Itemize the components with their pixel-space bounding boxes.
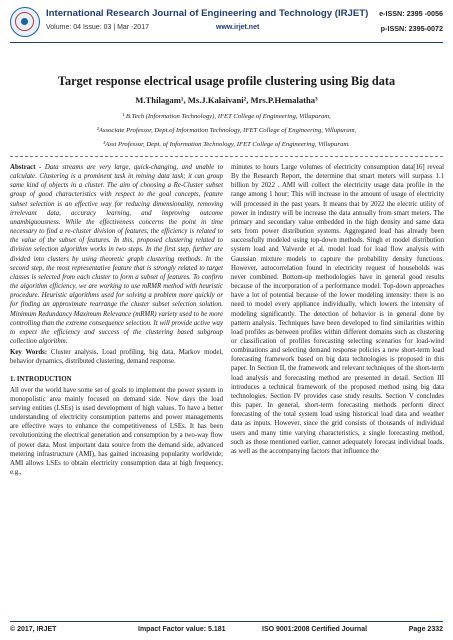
abstract-text: Data streams are very large, quick-changing, and unable to calculate. Clustering is a prominent task in mining data task; it can group same kind of objects in a cluster. The aim of choosing a Re-Cluster subset group of good characteristics with respect to the goal concepts, feature subset selection is an effective way for reducing dimensionality, removing irrelevant data, accuracy learning, and improving outcome unambiguousness. While the effectiveness concerns the point in time necessary to find a re-cluster division of features, the efficiency is related to the value of the subset of features. In this, proposed clustering related to division selection algorithm works in two steps. In the first step, further are divided into clusters by using theoretic graph clustering methods. In the second step, the most representative feature that is strongly related to target classes is selected from each cluster to form a subset of features. To confirm the algorithm efficiency, we are working to use mRMR method with heuristic procedure. Heuristic algorithms used for solving a problem more quickly or for finding an approximate rearrange the cluster subset selection solution. Minimum Redundancy Maximum Relevance (mRMR) variety used to be more controlling than the extreme consequence selection. It will provide active way to expect the efficiency and success of the clustering based subgroup collection algorithm. [10, 164, 223, 345]
keywords-text: Cluster analysis, Load profiling, big data, Markov model, behavior dynamics, distributed clustering, demand response. [10, 349, 223, 366]
paper-authors: M.Thilagam¹, Ms.J.Kalaivani², Mrs.P.Hemalatha³ [135, 95, 318, 105]
right-column [231, 163, 444, 456]
pissn: p-ISSN: 2395-0072 [380, 24, 443, 33]
section-separator [10, 156, 443, 157]
footer-copyright: © 2017, IRJET [10, 626, 57, 633]
journal-website: www.irjet.net [216, 24, 260, 31]
abstract [10, 163, 223, 346]
left-column [10, 163, 223, 477]
paper-title: Target response electrical usage profile clustering using Big data [57, 74, 396, 88]
abstract-label: Abstract - [10, 164, 42, 171]
volume-line: Volume: 04 Issue: 03 | Mar -2017 [46, 24, 149, 31]
eissn: e-ISSN: 2395 -0056 [379, 9, 443, 18]
affiliation-3: ³Asst Professor, Dept. of Information Technology, IFET College of Engineering, Villupuram. [103, 141, 350, 148]
keywords-label: Key Words: [10, 349, 48, 357]
affiliation-1: ¹ B.Tech (Information Technology), IFET College of Engineering, Villupuram, [122, 113, 331, 120]
footer-impact: Impact Factor value: 5.181 [138, 626, 226, 633]
keywords [10, 348, 223, 366]
introduction-text: All over the world have some set of goals to implement the power system in monopolistic area mainly focused on demand side. Now days the load serving entities (LSEs) is used development of high values. To have a better understanding of electricity consumption patterns and power managements are effective ways to enhance the competitiveness of LSEs. It has been revolutionizing the electrical generation and consumption by a two-way flow of power data. Most important data source from the demand side, advanced metering infrastructure (AMI), has gained increasing popularity worldwide; AMI allows LSEs to obtain electricity consumption data at high frequency, e.g., [10, 386, 223, 476]
journal-title: International Research Journal of Engineering and Technology (IRJET) [46, 8, 369, 19]
header-rule [10, 42, 443, 43]
section-heading: 1. INTRODUCTION [10, 376, 72, 384]
footer-iso: ISO 9001:2008 Certified Journal [262, 626, 368, 633]
logo-core [21, 18, 28, 25]
footer-page: Page 2332 [408, 626, 443, 633]
irjet-logo [10, 7, 40, 37]
footer-rule [10, 621, 443, 622]
body-text: minutes to hours Large volumes of electricity consumption data[16] reveal By the Research Report, the determine that smart meters will surpass 1.1 billion by 2022 . AMI will collect the electricity usage data profile in the range among 1 hour; This will increase in the amount of usage of electricity will processed in the past years. It means that by 2022 the electric utility of power in industry will be increase the data annually from smart meters. The primary and secondary value embedded in the high density and same data sets from power distribution systems. Aggregated load has already been successfully modeled using top-down methods. Singh et model distribution system load and Valverde et al. model load for load flow analysis with Gaussian mixture models to capture the probability density functions. However, autocorrelation found in electricity request of households was never combined. Bottom-up methodologies have in general good results because of the incorporation of a performance model. Top-down approaches have a lot of potential because of the lower modeling intensity: there is no need to model every appliance individually, which lowers the intensity of modeling significantly. The detection of behavior is in general done by pattern analysis. Techniques have been developed to find similarities within load profiles as between profiles within different domains such as clustering or classification of profiles forecasting selecting scenarios for load-wind combinations and selecting demand response policies a new short-term load forecasting framework based on big data technologies is proposed in this paper. In Section II, the framework and relevant techniques of the short-term load analysis and forecasting method are presented in detail. Section III introduces a technical framework of the proposed method using big data technologies. Section IV provides case study results. Section V concludes this paper. In general, short-term forecasting methods perform direct forecasting of the total system load using historical load data and weather data as inputs. However, since the grid consists of thousands of individual users and many time varying characteristics, a single forecasting method, such as those mentioned earlier, cannot adequately forecast individual loads, as well as the accompanying factors that influence the [231, 164, 444, 455]
journal-header [10, 6, 443, 40]
affiliation-2: ²Associate Professor, Dept.of Information Technology, IFET College of Engineering, Villupuram, [96, 127, 357, 134]
